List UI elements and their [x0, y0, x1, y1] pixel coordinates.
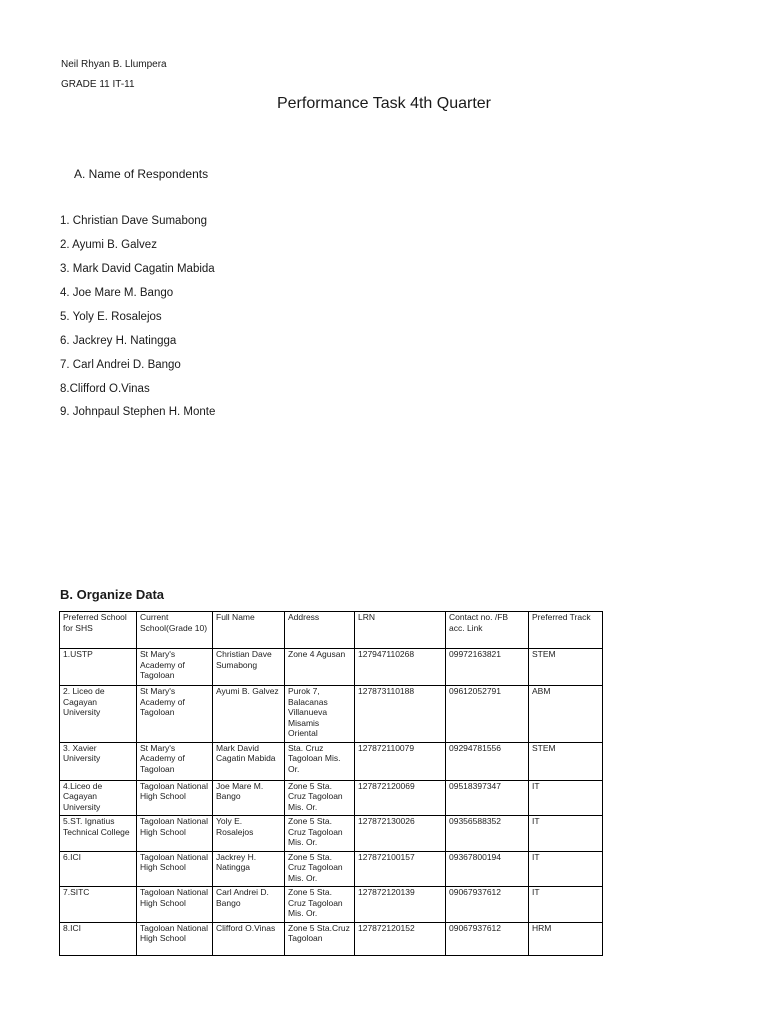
table-cell: Zone 5 Sta. Cruz Tagoloan Mis. Or.: [285, 780, 355, 816]
respondent-item: 6. Jackrey H. Natingga: [60, 335, 177, 347]
table-cell: Zone 5 Sta. Cruz Tagoloan Mis. Or.: [285, 851, 355, 887]
table-row: [60, 887, 603, 923]
table-cell: 127872120139: [355, 887, 446, 923]
respondent-item: 1. Christian Dave Sumabong: [60, 215, 208, 227]
table-cell: Carl Andrei D. Bango: [213, 887, 285, 923]
respondent-item: 4. Joe Mare M. Bango: [60, 287, 174, 299]
table-cell: IT: [529, 780, 603, 816]
table-cell: 09972163821: [446, 649, 529, 686]
header-cell: Address: [285, 612, 355, 649]
section-a-heading: A. Name of Respondents: [74, 167, 209, 181]
table-cell: Clifford O.Vinas: [213, 922, 285, 955]
table-cell: Mark David Cagatin Mabida: [213, 742, 285, 780]
table-cell: 5.ST. Ignatius Technical College: [60, 816, 137, 852]
table-cell: Zone 5 Sta.Cruz Tagoloan: [285, 922, 355, 955]
table-cell: IT: [529, 851, 603, 887]
table-cell: St Mary's Academy of Tagoloan: [137, 649, 213, 686]
table-cell: 127873110188: [355, 686, 446, 743]
table-cell: Sta. Cruz Tagoloan Mis. Or.: [285, 742, 355, 780]
table-cell: 127872120152: [355, 922, 446, 955]
table-cell: 09067937612: [446, 922, 529, 955]
table-cell: St Mary's Academy of Tagoloan: [137, 742, 213, 780]
grade-section: GRADE 11 IT-11: [61, 79, 135, 90]
table-cell: IT: [529, 887, 603, 923]
table-cell: Joe Mare M. Bango: [213, 780, 285, 816]
respondent-item: 5. Yoly E. Rosalejos: [60, 311, 162, 323]
data-table: [59, 611, 603, 956]
table-cell: 127872130026: [355, 816, 446, 852]
table-cell: 09356588352: [446, 816, 529, 852]
table-cell: Tagoloan National High School: [137, 851, 213, 887]
table-cell: Tagoloan National High School: [137, 780, 213, 816]
respondent-item: 9. Johnpaul Stephen H. Monte: [60, 406, 216, 418]
table-row: [60, 780, 603, 816]
header-cell: Preferred School for SHS: [60, 612, 137, 649]
table-cell: STEM: [529, 742, 603, 780]
table-cell: Tagoloan National High School: [137, 887, 213, 923]
table-row: [60, 649, 603, 686]
table-row: [60, 816, 603, 852]
table-cell: ABM: [529, 686, 603, 743]
document-title: Performance Task 4th Quarter: [276, 95, 492, 112]
respondent-item: 2. Ayumi B. Galvez: [60, 239, 157, 251]
table-cell: Zone 5 Sta. Cruz Tagoloan Mis. Or.: [285, 887, 355, 923]
table-cell: Tagoloan National High School: [137, 922, 213, 955]
table-cell: Jackrey H. Natingga: [213, 851, 285, 887]
table-cell: Purok 7, Balacanas Villanueva Misamis Oriental: [285, 686, 355, 743]
table-row: [60, 922, 603, 955]
table-cell: 127947110268: [355, 649, 446, 686]
table-cell: 09067937612: [446, 887, 529, 923]
table-cell: 1.USTP: [60, 649, 137, 686]
header-cell: LRN: [355, 612, 446, 649]
table-cell: IT: [529, 816, 603, 852]
table-cell: Ayumi B. Galvez: [213, 686, 285, 743]
author-name: Neil Rhyan B. Llumpera: [61, 59, 167, 70]
respondent-item: 7. Carl Andrei D. Bango: [60, 359, 181, 371]
table-cell: Zone 4 Agusan: [285, 649, 355, 686]
table-cell: Tagoloan National High School: [137, 816, 213, 852]
table-cell: 127872100157: [355, 851, 446, 887]
table-cell: 4.Liceo de Cagayan University: [60, 780, 137, 816]
header-cell: Current School(Grade 10): [137, 612, 213, 649]
section-b-heading: B. Organize Data: [60, 587, 165, 602]
table-header-row: [60, 612, 603, 649]
header-cell: Preferred Track: [529, 612, 603, 649]
table-cell: 3. Xavier University: [60, 742, 137, 780]
table-cell: 09612052791: [446, 686, 529, 743]
header-cell: Contact no. /FB acc. Link: [446, 612, 529, 649]
respondent-item: 3. Mark David Cagatin Mabida: [60, 263, 215, 275]
table-row: [60, 851, 603, 887]
table-cell: 7.SITC: [60, 887, 137, 923]
table-cell: Yoly E. Rosalejos: [213, 816, 285, 852]
respondent-item: 8.Clifford O.Vinas: [60, 383, 150, 395]
table-cell: Zone 5 Sta. Cruz Tagoloan Mis. Or.: [285, 816, 355, 852]
table-cell: 09367800194: [446, 851, 529, 887]
table-row: [60, 742, 603, 780]
table-cell: 2. Liceo de Cagayan University: [60, 686, 137, 743]
table-cell: 6.ICI: [60, 851, 137, 887]
header-cell: Full Name: [213, 612, 285, 649]
table-cell: Christian Dave Sumabong: [213, 649, 285, 686]
table-cell: 127872110079: [355, 742, 446, 780]
table-cell: 127872120069: [355, 780, 446, 816]
table-cell: 09518397347: [446, 780, 529, 816]
table-cell: 8.ICI: [60, 922, 137, 955]
table-cell: St Mary's Academy of Tagoloan: [137, 686, 213, 743]
table-cell: HRM: [529, 922, 603, 955]
table-cell: 09294781556: [446, 742, 529, 780]
table-row: [60, 686, 603, 743]
table-cell: STEM: [529, 649, 603, 686]
